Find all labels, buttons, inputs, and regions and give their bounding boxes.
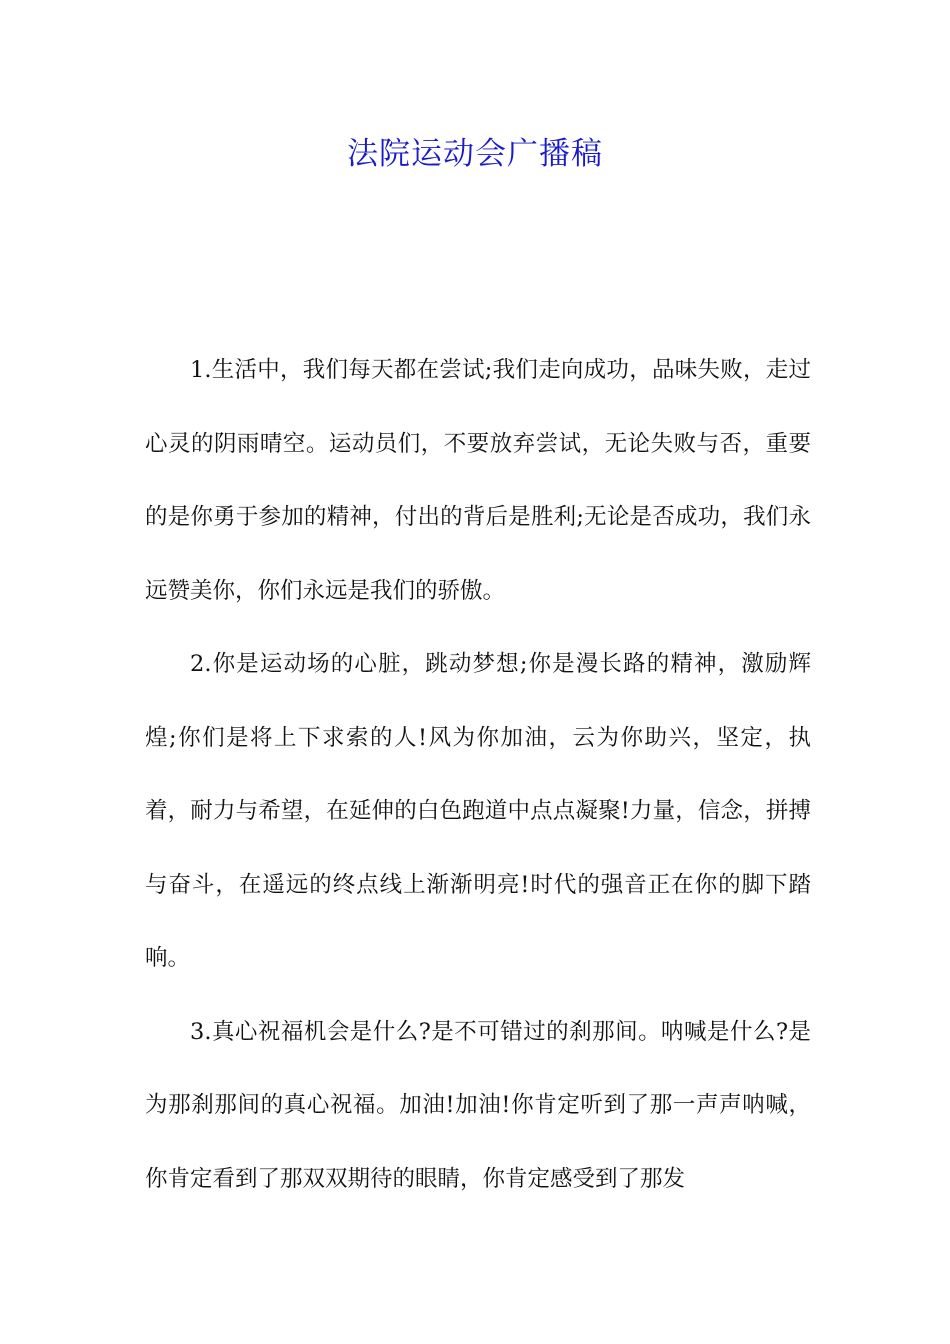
paragraph-1: 1.生活中，我们每天都在尝试;我们走向成功，品味失败，走过心灵的阴雨晴空。运动员们，不要放弃尝试，无论失败与否，重要的是你勇于参加的精神，付出的背后是胜利;无论是否成功，我们永远赞美你，你们永远是我们的骄傲。 [145,357,811,604]
paragraph-2: 2.你是运动场的心脏，跳动梦想;你是漫长路的精神，激励辉煌;你们是将上下求索的人!风为你加油，云为你助兴，坚定，执着，耐力与希望，在延伸的白色跑道中点点凝聚!力量，信念，拼搏与奋斗，在遥远的终点线上渐渐明亮!时代的强音正在你的脚下踏响。 [145,651,811,971]
paragraph-3: 3.真心祝福机会是什么?是不可错过的刹那间。呐喊是什么?是为那刹那间的真心祝福。加油!加油!你肯定听到了那一声声呐喊，你肯定看到了那双双期待的眼睛，你肯定感受到了那发 [145,1018,811,1192]
document-title: 法院运动会广播稿 [347,136,603,172]
document-body [145,334,811,1216]
